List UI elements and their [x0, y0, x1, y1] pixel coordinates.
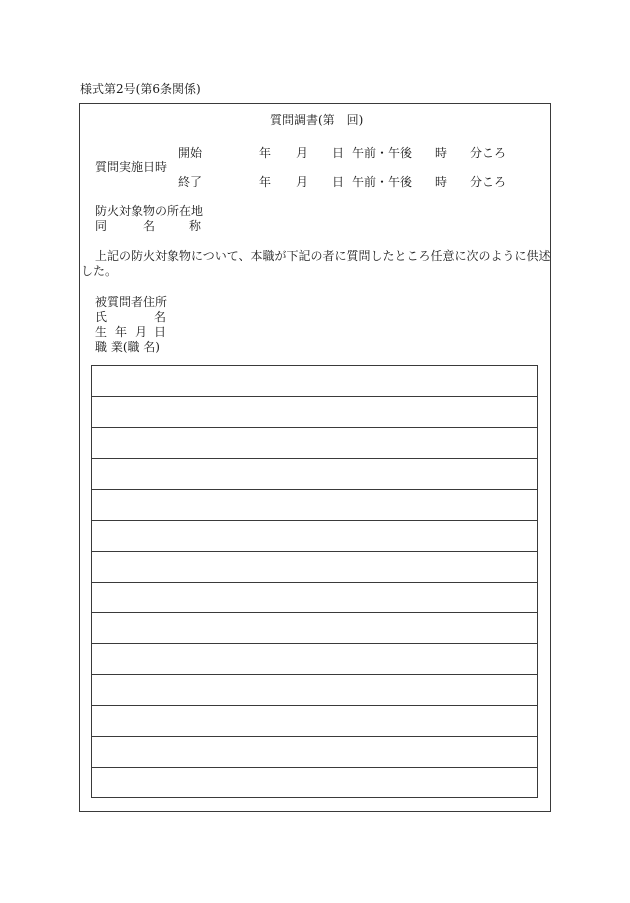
answer-line — [92, 612, 537, 613]
end-label: 終了 — [178, 175, 203, 189]
start-month: 月 — [296, 146, 309, 160]
end-year: 年 — [259, 175, 272, 189]
end-day: 日 — [332, 175, 345, 189]
start-year: 年 — [259, 146, 272, 160]
name-label-1: 同 — [95, 219, 108, 233]
answer-line — [92, 705, 537, 706]
respondent-name-1: 氏 — [95, 310, 108, 324]
answer-line — [92, 767, 537, 768]
respondent-name-2: 名 — [154, 310, 167, 324]
start-hour: 時 — [435, 146, 448, 160]
date-label: 質問実施日時 — [95, 160, 168, 174]
end-hour: 時 — [435, 175, 448, 189]
statement-line-2: した。 — [81, 264, 118, 278]
answer-line — [92, 458, 537, 459]
answer-line — [92, 520, 537, 521]
answer-line — [92, 582, 537, 583]
form-title: 質問調書(第 回) — [270, 113, 364, 127]
start-minute: 分ころ — [470, 146, 507, 160]
answer-line — [92, 427, 537, 428]
end-ampm: 午前・午後 — [352, 175, 413, 189]
address-label: 被質問者住所 — [95, 295, 168, 309]
dob-1: 生 — [95, 325, 108, 339]
start-day: 日 — [332, 146, 345, 160]
answer-area — [91, 365, 538, 798]
name-label-2: 名 — [143, 219, 156, 233]
location-label: 防火対象物の所在地 — [95, 204, 204, 218]
end-minute: 分ころ — [470, 175, 507, 189]
dob-2: 年 — [115, 325, 128, 339]
answer-line — [92, 396, 537, 397]
dob-3: 月 — [135, 325, 148, 339]
name-label-3: 称 — [189, 219, 202, 233]
answer-line — [92, 643, 537, 644]
start-label: 開始 — [178, 146, 203, 160]
answer-line — [92, 674, 537, 675]
answer-line — [92, 736, 537, 737]
statement-line-1: 上記の防火対象物について、本職が下記の者に質問したところ任意に次のように供述 — [95, 249, 551, 263]
start-ampm: 午前・午後 — [352, 146, 413, 160]
dob-4: 日 — [154, 325, 167, 339]
occupation-label: 職 業(職 名) — [95, 340, 160, 354]
answer-line — [92, 551, 537, 552]
end-month: 月 — [296, 175, 309, 189]
form-number: 様式第2号(第6条関係) — [80, 82, 201, 96]
answer-line — [92, 489, 537, 490]
